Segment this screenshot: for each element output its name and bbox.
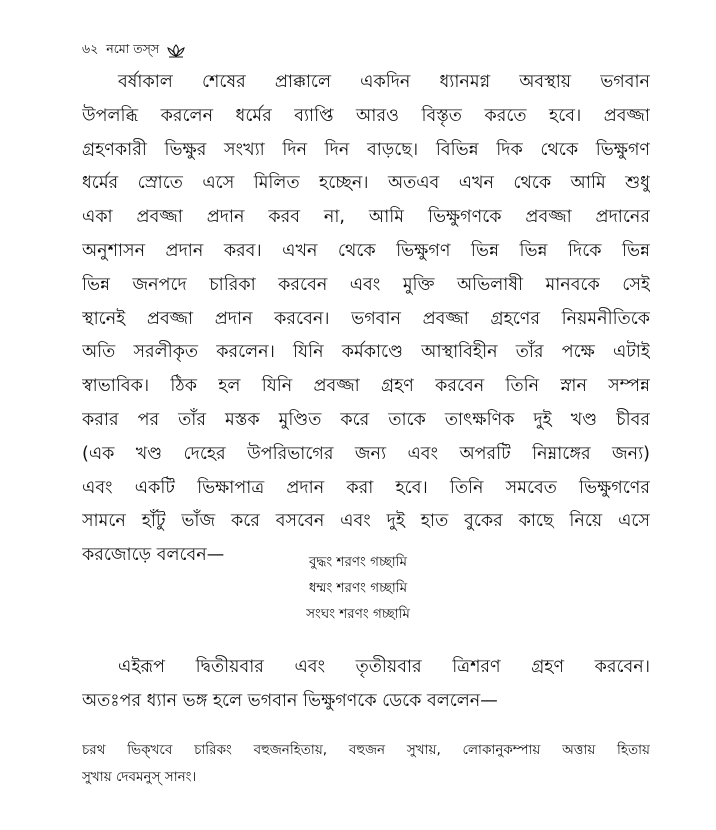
verse-dhamma: ধম্মং শরণং গচ্ছামি <box>308 580 408 596</box>
paragraph-line: সামনে হাঁটু ভাঁজ করে বসবেন এবং দুই হাত বুকের কাছে নিয়ে এসে <box>82 511 650 532</box>
pali-quote <box>82 737 650 791</box>
verse-buddha: বুদ্ধং শরণং গচ্ছামি <box>308 554 408 570</box>
refuge-verses <box>0 549 716 627</box>
paragraph-line: স্থানেই প্রবজ্জা প্রদান করবেন। ভগবান প্রবজ্জা গ্রহণের নিয়মনীতিকে <box>82 308 650 329</box>
paragraph-line: একা প্রবজ্জা প্রদান করব না, আমি ভিক্ষুগণকে প্রবজ্জা প্রদানের <box>82 207 650 228</box>
paragraph-line: (এক খণ্ড দেহের উপরিভাগের জন্য এবং অপরটি নিম্নাঙ্গের জন্য) <box>82 443 650 464</box>
quote-line: চরথ ভিক্খবে চারিকং বহুজনহিতায়, বহুজন সুখায়, লোকানুকম্পায় অত্তায় হিতায় <box>82 742 650 758</box>
paragraph-line: গ্রহণকারী ভিক্ষুর সংখ্যা দিন দিন বাড়ছে। বিভিন্ন দিক থেকে ভিক্ষুগণ <box>82 139 650 160</box>
main-paragraph <box>82 66 650 573</box>
verse-sangha: সংঘং শরণং গচ্ছামি <box>306 606 410 622</box>
paragraph-line: ধর্মের স্রোতে এসে মিলিত হচ্ছেন। অতএব এখন থেকে আমি শুধু <box>82 173 650 194</box>
lotus-icon <box>165 44 187 58</box>
page-number: ৬২ <box>82 41 99 56</box>
running-title: নমো তস্স <box>106 41 160 56</box>
paragraph-line: বর্ষাকাল শেষের প্রাক্কালে একদিন ধ্যানমগ্ন অবস্থায় ভগবান <box>118 72 650 92</box>
paragraph-line: উপলব্ধি করলেন ধর্মের ব্যাপ্তি আরও বিস্তৃত করতে হবে। প্রবজ্জা <box>82 105 650 126</box>
page-header <box>82 40 187 62</box>
paragraph-line: অতঃপর ধ্যান ভঙ্গ হলে ভগবান ভিক্ষুগণকে ডেকে বললেন— <box>82 690 498 711</box>
paragraph-line: অতি সরলীকৃত করলেন। যিনি কর্মকাণ্ডে আস্থাবিহীন তাঁর পক্ষে এটাই <box>82 342 650 363</box>
paragraph-line: অনুশাসন প্রদান করব। এখন থেকে ভিক্ষুগণ ভিন্ন ভিন্ন দিকে ভিন্ন <box>82 240 650 261</box>
paragraph-line: এবং একটি ভিক্ষাপাত্র প্রদান করা হবে। তিনি সমবেত ভিক্ষুগণের <box>82 477 650 498</box>
paragraph-line: করজোড়ে বলবেন— <box>82 545 225 566</box>
paragraph-line: এইরূপ দ্বিতীয়বার এবং তৃতীয়বার ত্রিশরণ গ্রহণ করবেন। <box>118 657 650 677</box>
second-paragraph <box>82 651 650 719</box>
paragraph-line: করার পর তাঁর মস্তক মুণ্ডিত করে তাকে তাৎক্ষণিক দুই খণ্ড চীবর <box>82 409 650 430</box>
quote-line: সুখায় দেবমনুস্ সানং। <box>82 769 197 785</box>
paragraph-line: স্বাভাবিক। ঠিক হল যিনি প্রবজ্জা গ্রহণ করবেন তিনি স্নান সম্পন্ন <box>82 376 650 397</box>
paragraph-line: ভিন্ন জনপদে চারিকা করবেন এবং মুক্তি অভিলাষী মানবকে সেই <box>82 274 650 295</box>
